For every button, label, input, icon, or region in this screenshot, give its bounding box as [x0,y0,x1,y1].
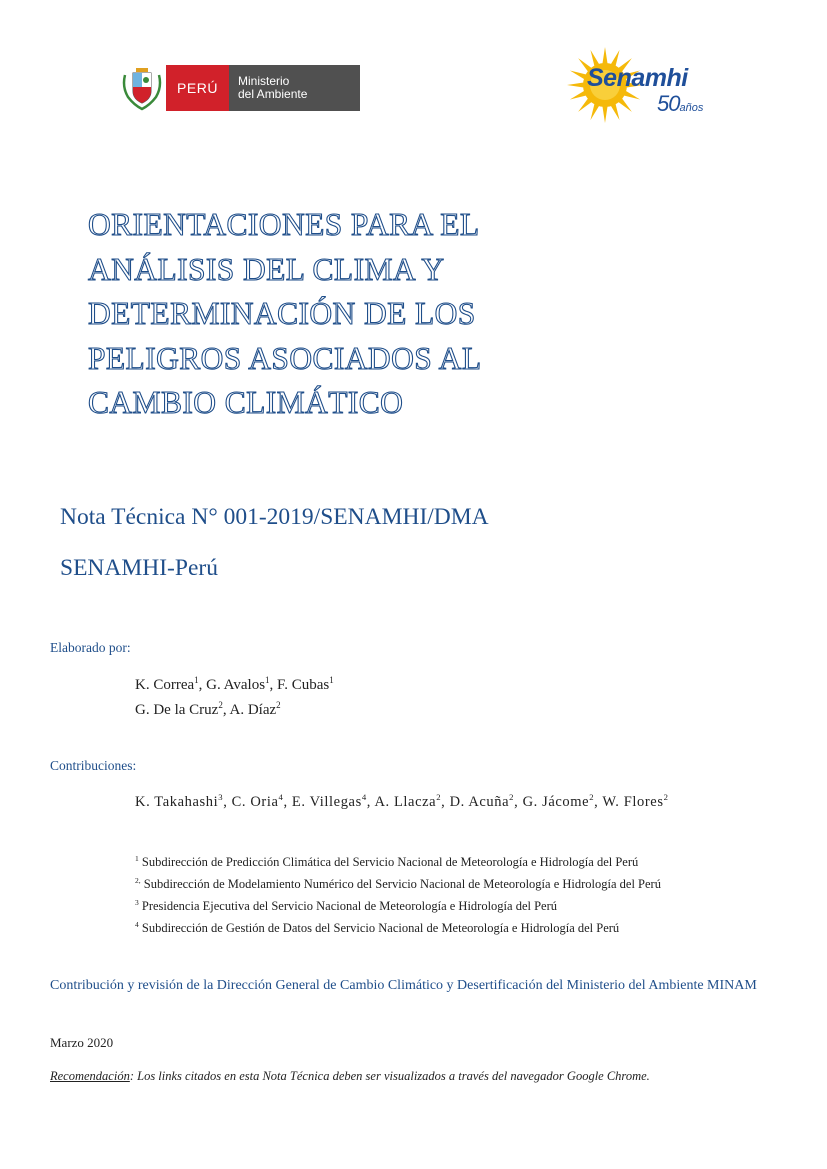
person-name: , A. Llacza [366,794,437,810]
affiliation-superscript: 1 [265,675,270,685]
recommendation-label: Recomendación [50,1069,130,1083]
person-name: K. Correa [135,677,195,693]
person-name: , D. Acuña [441,794,510,810]
person-name: G. De la Cruz [135,702,219,718]
ministry-label [229,65,360,111]
ministry-line-2: del Ambiente [238,87,308,101]
person-name: K. Takahashi [135,794,219,810]
affiliation-superscript: 2 [218,700,223,710]
sun-ray [610,102,620,120]
affiliation-note [135,921,619,936]
anniversary-text: años [679,102,704,114]
anniversary-label [657,91,703,117]
person-name: , G. Avalos [198,677,266,693]
authors-line-2 [135,702,281,719]
senamhi-wordmark: Senamhi [587,64,688,92]
affiliation-text: Subdirección de Gestión de Datos del Servicio Nacional de Meteorología e Hidrología del Perú [138,921,620,935]
affiliation-superscript: 2 [589,792,595,803]
peru-ministerio-logo [122,65,360,111]
sun-ray [602,47,608,65]
affiliation-superscript: 4 [278,792,284,803]
sun-ray [617,97,632,112]
person-name: , C. Oria [223,794,279,810]
affiliation-superscript: 1 [194,675,199,685]
organization-name: SENAMHI-Perú [60,555,218,581]
revision-statement: Contribución y revisión de la Dirección General de Cambio Climático y Desertificación del Ministerio del Ambiente MINAM [50,978,757,993]
affiliation-superscript: 2 [509,792,515,803]
contributions-label: Contribuciones: [50,758,137,773]
affiliation-number: 3 [135,897,139,907]
affiliation-superscript: 2 [436,792,442,803]
prepared-by-label: Elaborado por: [50,640,131,655]
affiliation-superscript: 1 [329,675,334,685]
sun-ray [567,82,585,88]
anniversary-number: 50 [657,91,680,116]
coat-of-arms-icon [122,65,162,111]
person-name: , F. Cubas [269,677,330,693]
document-title: ORIENTACIONES PARA EL ANÁLISIS DEL CLIMA Y DETERMINACIÓN DE LOS PELIGROS ASOCIADOS AL CAMBIO CLIMÁTICO [88,207,482,420]
affiliation-text: Subdirección de Predicción Climática del Servicio Nacional de Meteorología e Hidrología del Perú [138,855,639,869]
affiliation-superscript: 3 [218,792,224,803]
affiliation-text: Presidencia Ejecutiva del Servicio Nacional de Meteorología e Hidrología del Perú [138,899,558,913]
person-name: , W. Flores [594,794,664,810]
contributors-line [135,794,669,811]
peru-label: PERÚ [166,65,229,111]
affiliation-text: Subdirección de Modelamiento Numérico del Servicio Nacional de Meteorología e Hidrología del Perú [140,877,661,891]
senamhi-logo [565,45,725,125]
person-name: , G. Jácome [514,794,590,810]
affiliation-note [135,877,661,892]
ministry-line-1: Ministerio [238,74,290,88]
affiliation-note [135,855,638,870]
sun-ray [578,97,593,112]
person-name: , A. Díaz [222,702,277,718]
authors-line-1 [135,677,334,694]
peru-ministerio-banner [166,65,360,111]
affiliation-superscript: 2 [663,792,669,803]
affiliation-superscript: 4 [361,792,367,803]
affiliation-superscript: 2 [276,700,281,710]
publication-date: Marzo 2020 [50,1035,114,1050]
sun-ray [570,90,588,100]
person-name: , E. Villegas [283,794,362,810]
affiliation-number: 2, [135,875,141,885]
affiliation-note [135,899,557,914]
sun-ray [590,102,600,120]
technical-note-number: Nota Técnica N° 001-2019/SENAMHI/DMA [60,504,489,530]
recommendation-text: : Los links citados en esta Nota Técnica deben ser visualizados a través del navegador Google Chrome. [129,1069,650,1083]
recommendation-note [50,1069,650,1084]
sun-ray [570,70,588,80]
affiliation-number: 4 [135,919,139,929]
sun-ray [602,105,608,123]
affiliation-number: 1 [135,853,139,863]
